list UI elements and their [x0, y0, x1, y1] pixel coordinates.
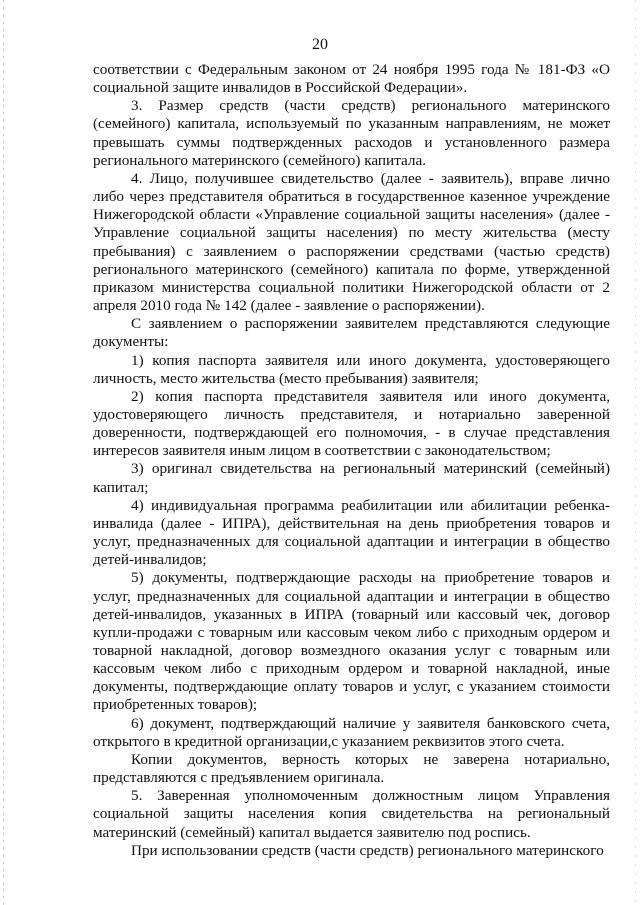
- scan-edge-right: [635, 0, 636, 905]
- paragraph-documents-intro: С заявлением о распоряжении заявителем представляются следующие документы:: [93, 315, 610, 351]
- paragraph-final: При использовании средств (части средств) регионального материнского: [131, 841, 604, 859]
- paragraph-continuation: соответствии с Федеральным законом от 24 ноября 1995 года № 181-ФЗ «О социальной защите инвалидов в Российской Федерации».: [93, 61, 610, 97]
- document-body: [93, 61, 610, 860]
- list-item-1: 1) копия паспорта заявителя или иного документа, удостоверяющего личность, место жительства (место пребывания) заявителя;: [93, 351, 610, 387]
- list-item-2: 2) копия паспорта представителя заявителя или иного документа, удостоверяющего личность представителя, и нотариально заверенной доверенности, подтверждающей его полномочия, - в случае представления интересов заявителя иным лицом в соответствии с законодательством;: [93, 387, 610, 460]
- scan-edge-left: [3, 0, 4, 905]
- paragraph-item-5: 5. Заверенная уполномоченным должностным лицом Управления социальной защиты населения копия свидетельства на региональный материнский (семейный) капитал выдается заявителю под роспись.: [93, 787, 610, 841]
- list-item-4: 4) индивидуальная программа реабилитации или абилитации ребенка-инвалида (далее - ИПРА), действительная на день приобретения товаров и услуг, предназначенных для социальной адаптации и интеграции в общество детей-инвалидов;: [93, 496, 610, 569]
- paragraph-item-3: 3. Размер средств (части средств) регионального материнского (семейного) капитала, используемый по указанным направлениям, не может превышать суммы подтвержденных расходов и установленного размера регионального материнского (семейного) капитала.: [93, 97, 610, 169]
- list-item-3: 3) оригинал свидетельства на региональный материнский (семейный) капитал;: [93, 460, 610, 496]
- list-item-5: 5) документы, подтверждающие расходы на приобретение товаров и услуг, предназначенных для социальной адаптации и интеграции в общество детей-инвалидов, указанных в ИПРА (товарный или кассовый чек, договор купли-продажи с товарным или кассовым чеком либо с приходным ордером и товарной накладной, договор возмездного оказания услуг с товарным или кассовым чеком либо с приходным ордером и товарной накладной, иные документы, подтверждающие оплату товаров и услуг, с указанием стоимости приобретенных товаров);: [93, 569, 610, 714]
- list-item-6: 6) документ, подтверждающий наличие у заявителя банковского счета, открытого в кредитной организации,с указанием реквизитов этого счета.: [93, 714, 610, 750]
- paragraph-copies: Копии документов, верность которых не заверена нотариально, представляются с предъявлением оригинала.: [93, 750, 610, 787]
- paragraph-item-4: 4. Лицо, получившее свидетельство (далее - заявитель), вправе лично либо через представителя обратиться в государственное казенное учреждение Нижегородской области «Управление социальной защиты населения» (далее - Управление социальной защиты населения) по месту жительства (месту пребывания) с заявлением о распоряжении средствами (частью средств) регионального материнского (семейного) капитала по форме, утвержденной приказом министерства социальной политики Нижегородской области от 2 апреля 2010 года № 142 (далее - заявление о распоряжении).: [93, 169, 610, 315]
- page-number: 20: [312, 36, 328, 53]
